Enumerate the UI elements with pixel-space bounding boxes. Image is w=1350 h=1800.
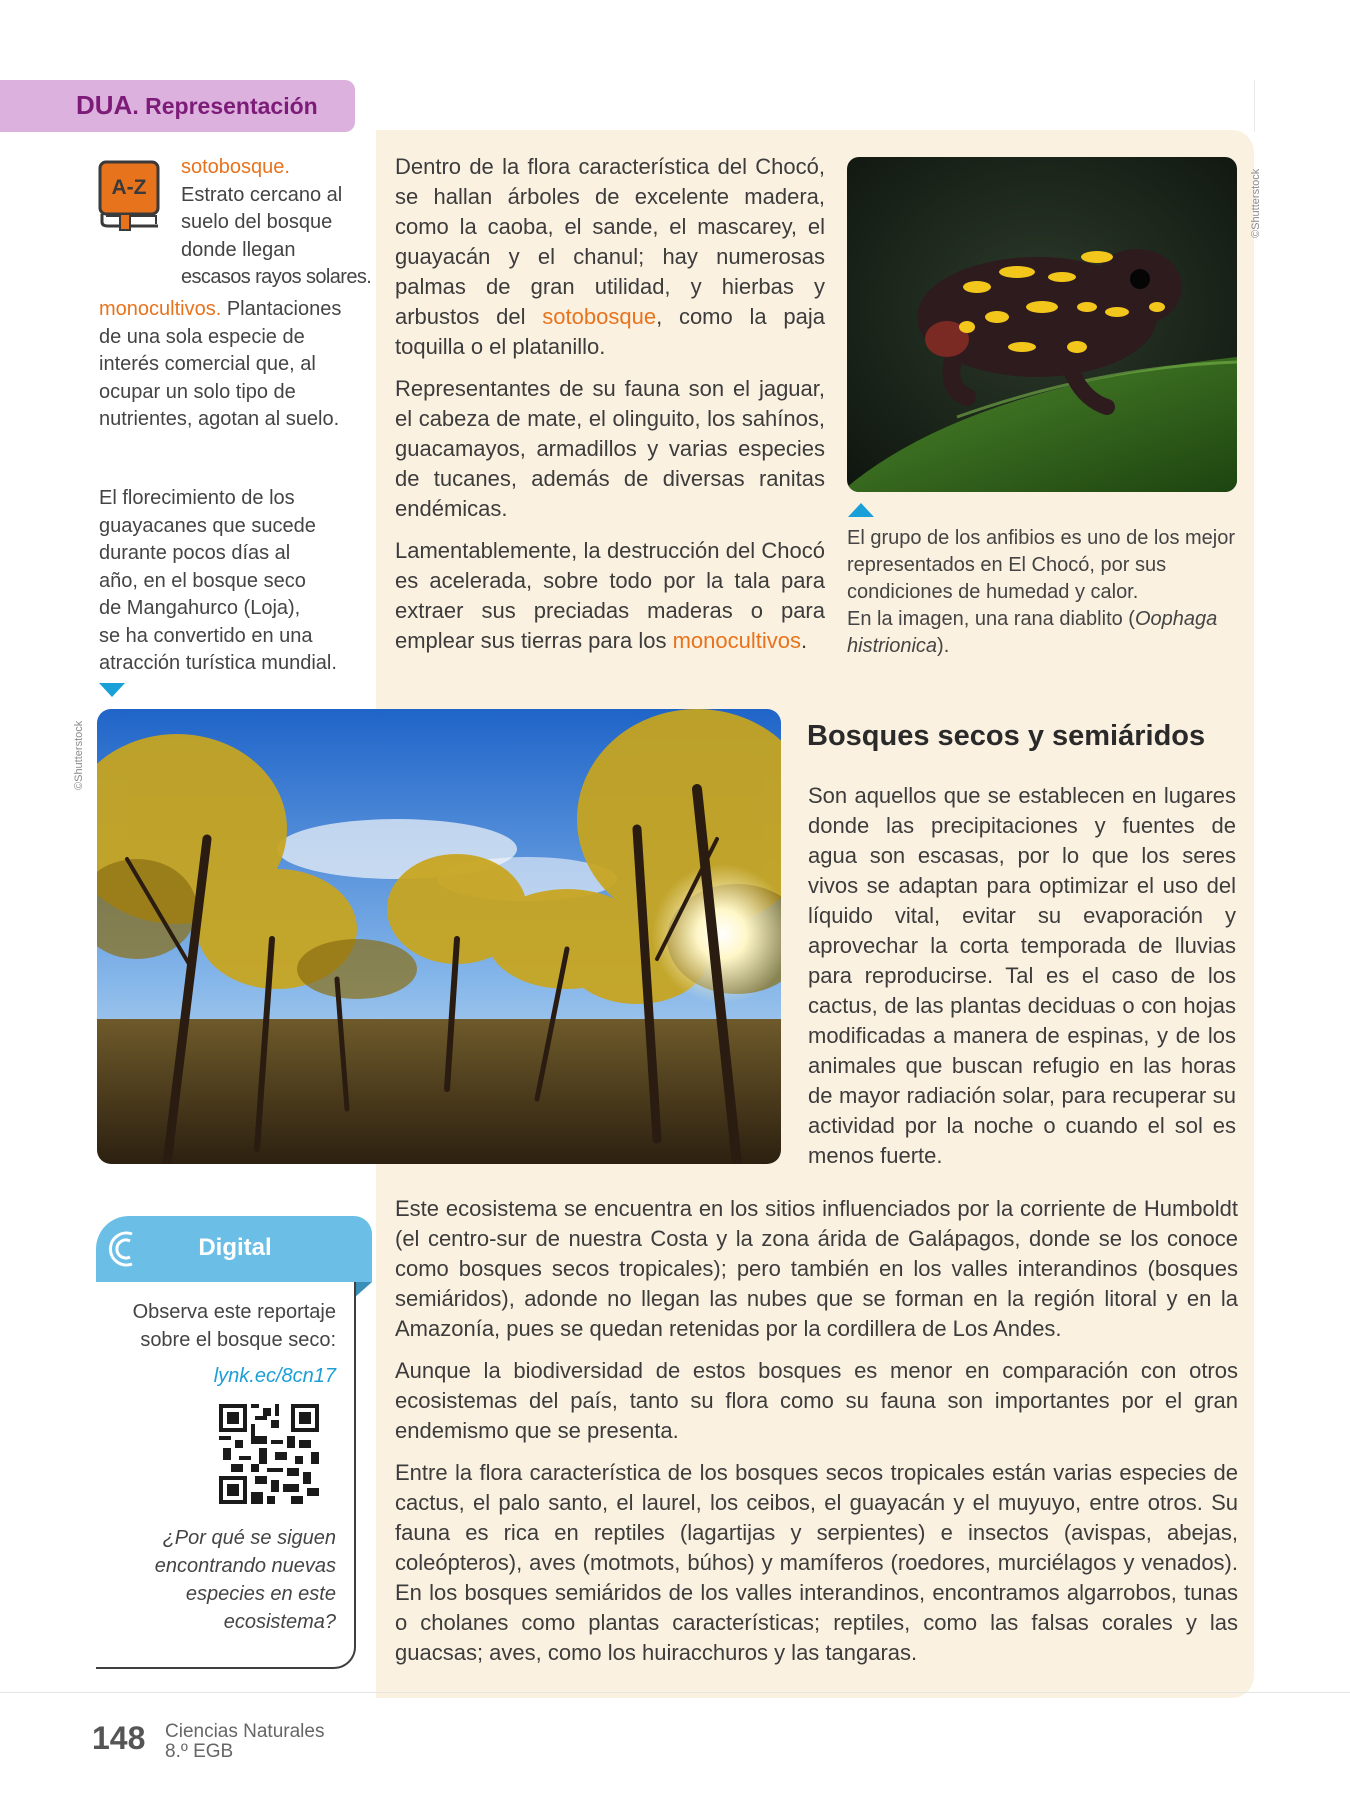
forest-photo-credit: ©Shutterstock [73,720,85,790]
glossary-monocultivos [99,296,364,434]
choco-text [395,152,825,656]
caption-line: El florecimiento de los [99,487,295,509]
bosques-text [395,1194,1238,1668]
glossary-line: Plantaciones [221,298,342,320]
page-number: 148 [92,1720,146,1756]
choco-paragraph-fauna: Representantes de su fauna son el jaguar, el cabeza de mate, el olinguito, los sahínos, guacamayos, armadillos y varias especies de tucanes, además de diversas ranitas endémicas. [395,376,825,521]
term-monocultivos: monocultivos [672,628,801,653]
bosques-paragraph-biodiversity: Aunque la biodiversidad de estos bosques es menor en comparación con otros ecosistemas del país, tanto su flora como su fauna son importantes por el gran endemismo que se presenta. [395,1358,1238,1443]
digital-label: Digital [198,1234,272,1261]
glossary-line: donde llegan [181,238,296,261]
svg-text:A-Z: A-Z [111,176,147,199]
digital-text-line: Observa este reportaje [132,1301,336,1323]
dictionary-icon [98,160,162,232]
digital-question-line: especies en este [185,1583,336,1605]
digital-header-tail [354,1282,372,1298]
frog-caption-line: En la imagen, una rana diablito (Oophaga histrionica). [847,608,1218,657]
glossary-line: de una sola especie de [99,325,305,348]
digital-question-line: encontrando nuevas [154,1555,336,1577]
caption-line: se ha convertido en una [99,624,313,647]
frog-photo-credit: ©Shutterstock [1250,168,1262,238]
digital-logo-icon [102,1228,144,1270]
grade-level: 8.º EGB [165,1741,234,1762]
digital-text-line: sobre el bosque seco: [140,1329,336,1351]
glossary-term: monocultivos. [99,298,222,320]
digital-description [106,1298,336,1354]
footer-subject [165,1722,324,1762]
digital-question [106,1524,336,1636]
bosques-paragraph-flora-fauna: Entre la flora característica de los bosques secos tropicales están varias especies de cactus, el palo santo, el laurel, los ceibos, el guayacán y el muyuyo, entre otros. Su fauna es rica en reptiles (lagartijas y serpientes) e insectos (avispas, abejas, coleópteros), aves (motmots, búhos) y mamíferos (roedores, murciélagos y venados). En los bosques semiáridos de los valles interandinos, encontramos algarrobos, tunas o cholanes como plantas características; reptiles, como las falsas corales y las guacsas; aves, como los huiracchuros y las tangaras. [395,1460,1238,1665]
glossary-line: nutrientes, agotan al suelo. [99,408,340,430]
species-name: Oophaga histrionica [847,608,1218,657]
caption-line: atracción turística mundial. [99,652,337,674]
caption-line: guayacanes que sucede [99,514,316,537]
digital-link[interactable]: lynk.ec/8cn17 [213,1365,336,1387]
bosques-paragraph-location: Este ecosistema se encuentra en los sitios influenciados por la corriente de Humboldt (el centro-sur de nuestra Costa y la zona árida de Galápagos, donde se los conoce como bosques secos tropicales); pero también en los valles interandinos (bosques semiáridos), adonde no llegan las nubes que se forman en la región litoral y en la Amazonía, pues se quedan retenidas por la cordillera de Los Andes. [395,1196,1238,1341]
qr-code-icon[interactable] [219,1404,319,1504]
choco-paragraph-flora: Dentro de la flora característica del Chocó, se hallan árboles de excelente madera, como la caoba, el sande, el mascarey, el guayacán y el chanul; hay numerosas palmas de gran utilidad, y hierbas y arbustos del sotobosque, como la paja toquilla o el platanillo. [395,154,826,359]
section-title: Bosques secos y semiáridos [807,720,1206,752]
caption-line: durante pocos días al [99,542,291,564]
digital-question-line: ecosistema? [223,1611,336,1633]
glossary-line: escasos rayos solares. [181,266,372,288]
bosques-paragraph-intro: Son aquellos que se establecen en lugares donde las precipitaciones y fuentes de agua son escasas, por lo que los seres vivos se adaptan para optimizar el uso del líquido vital, evitar su evaporación y aprovechar la corta temporada de lluvias para reproducirse. Tal es el caso de los cactus, de las plantas deciduas o con hojas modificadas a manera de espinas, y de los animales que buscan refugio en las horas de mayor radiación solar, para recuperar su actividad por la noche o cuando el sol es menos fuerte. [808,783,1236,1168]
frog-caption-line: El grupo de los anfibios es uno de los mejor representados en El Chocó, por sus condiciones de humedad y calor. [847,527,1236,603]
glossary-sotobosque [181,154,372,292]
digital-question-line: ¿Por qué se siguen [162,1527,336,1549]
glossary-line: interés comercial que, al [99,353,316,375]
top-divider [1254,80,1255,132]
glossary-line: suelo del bosque [181,211,333,233]
frog-photo [847,157,1237,492]
caption-line: de Mangahurco (Loja), [99,597,301,619]
glossary-term: sotobosque. [181,156,290,178]
choco-paragraph-destruccion: Lamentablemente, la destrucción del Chocó es acelerada, sobre todo por la tala para extraer sus preciadas maderas o para emplear sus tierras para los monocultivos. [395,538,825,653]
subject-name: Ciencias Naturales [165,1721,325,1742]
dua-title: DUA. Representación [76,90,318,120]
frog-caption [847,525,1247,660]
dry-forest-photo [97,709,781,1164]
caption-pointer-up-icon [848,503,874,517]
glossary-line: Estrato cercano al [181,183,343,206]
footer-divider [0,1692,1350,1693]
term-sotobosque: sotobosque [542,304,657,329]
caption-line: año, en el bosque seco [99,569,306,592]
guayacanes-caption [99,485,369,678]
glossary-line: ocupar un solo tipo de [99,380,296,403]
caption-pointer-down-icon [99,683,125,697]
